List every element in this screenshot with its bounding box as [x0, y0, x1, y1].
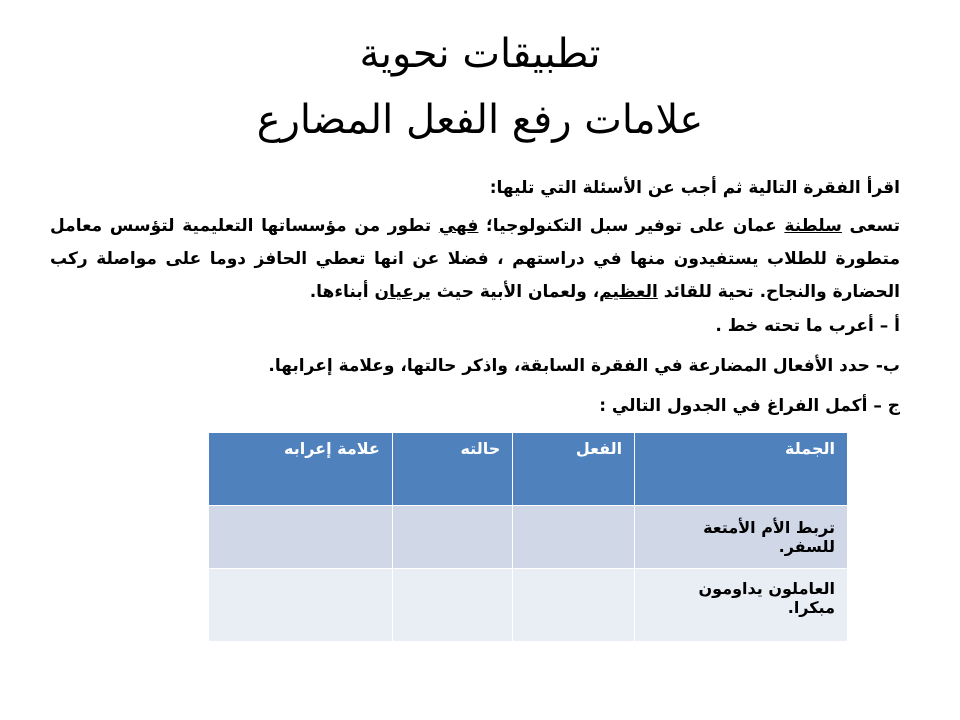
cell-mark[interactable]: [209, 569, 393, 642]
cell-state[interactable]: [392, 569, 512, 642]
underlined-word: سلطنة: [784, 216, 842, 236]
passage-text: أبناءها.: [309, 282, 375, 302]
cell-sentence: تربط الأم الأمتعة للسفر.: [635, 506, 848, 569]
cell-verb[interactable]: [513, 506, 635, 569]
table-header-row: [209, 433, 848, 506]
table-row: [209, 569, 848, 642]
title-line-1: تطبيقات نحوية: [359, 31, 601, 77]
cell-verb[interactable]: [513, 569, 635, 642]
underlined-word: يرعيان: [374, 282, 431, 302]
cell-mark[interactable]: [209, 506, 393, 569]
header-mark: علامة إعرابه: [209, 433, 393, 506]
question-a: أ – أعرب ما تحته خط .: [715, 316, 900, 336]
passage-text: تسعى: [841, 216, 901, 236]
header-state: حالته: [392, 433, 512, 506]
table-row: [209, 506, 848, 569]
underlined-word: فهي: [438, 216, 479, 236]
cell-state[interactable]: [392, 506, 512, 569]
answer-table: [208, 432, 848, 642]
instruction-text: اقرأ الفقرة التالية ثم أجب عن الأسئلة التي تليها:: [489, 178, 900, 198]
passage-text: تطور من مؤسساتها التعليمية لتؤسس معامل متطورة للطلاب يستفيدون منها في دراستهم ، فضلا عن انها تعطي الحافز دوما على مواصلة ركب الحضارة والنجاح. تحية للقائد: [50, 216, 900, 302]
header-verb: الفعل: [513, 433, 635, 506]
title-line-2: علامات رفع الفعل المضارع: [256, 97, 704, 143]
reading-passage: [50, 210, 900, 309]
header-sentence: الجملة: [635, 433, 848, 506]
cell-sentence: العاملون يداومون مبكرا.: [635, 569, 848, 642]
question-b: ب- حدد الأفعال المضارعة في الفقرة السابقة، واذكر حالتها، وعلامة إعرابها.: [268, 356, 900, 376]
passage-text: ، ولعمان الأبية حيث: [430, 282, 600, 302]
passage-text: عمان على توفير سبل التكنولوجيا؛: [478, 216, 785, 236]
underlined-word: العظيم: [599, 282, 658, 302]
question-c: ج – أكمل الفراغ في الجدول التالي :: [599, 396, 900, 416]
